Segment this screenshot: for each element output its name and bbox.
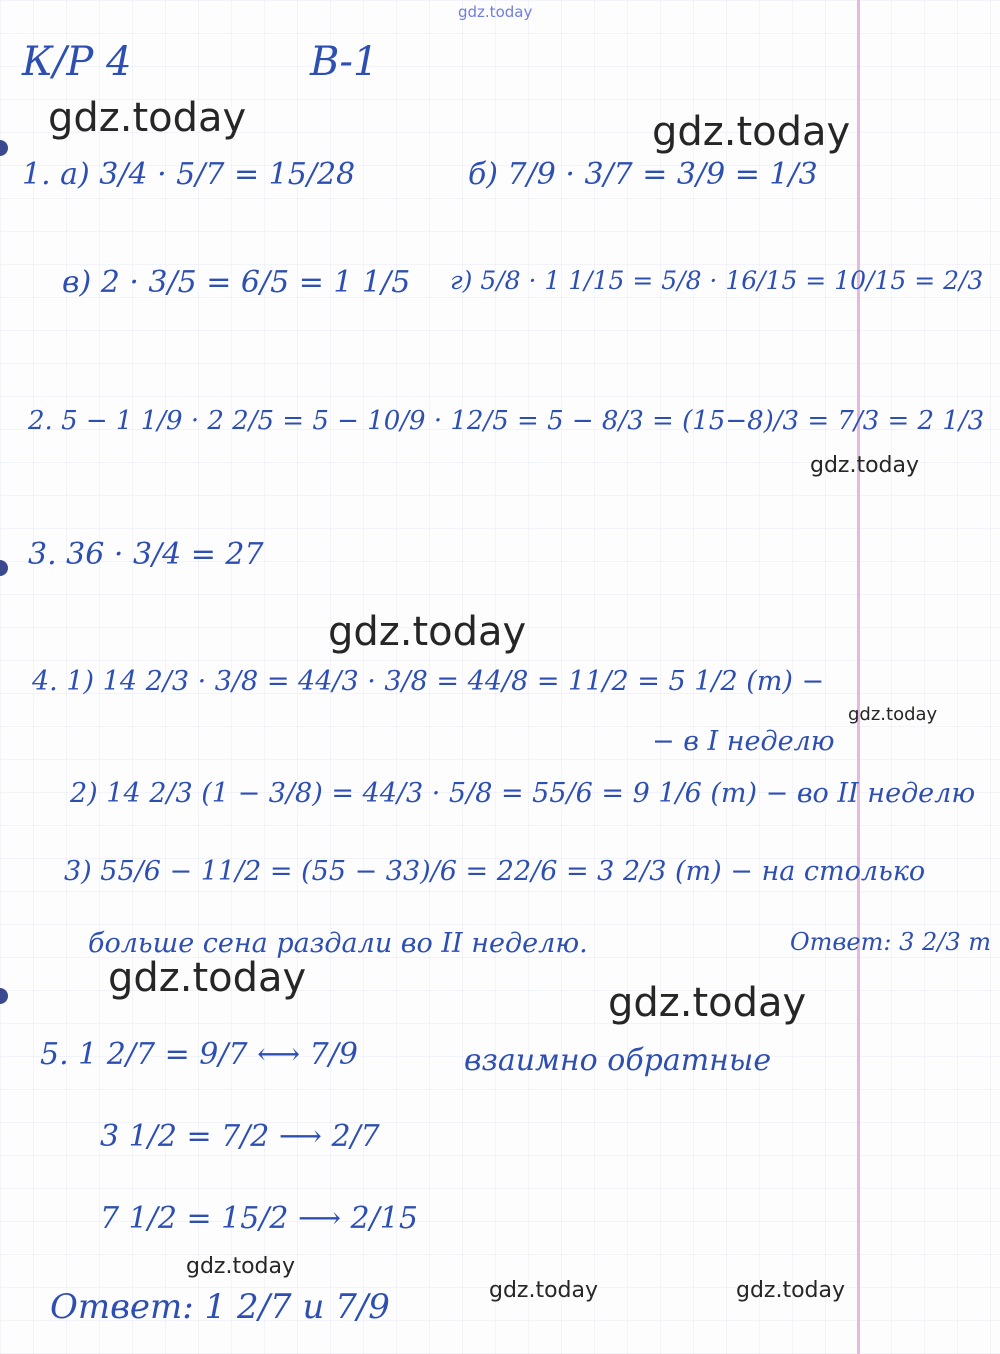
task1-v: в) 2 · 3/5 = 6/5 = 1 1/5 [62,265,411,300]
binder-hole-mark [0,988,8,1004]
binder-hole-mark [0,560,8,576]
binder-hole-mark [0,140,8,156]
watermark: gdz.today [810,453,920,478]
task4-answer: Ответ: 3 2/3 т [790,928,991,956]
task1-b: б) 7/9 · 3/7 = 3/9 = 1/3 [468,157,818,192]
watermark: gdz.today [848,704,938,725]
watermark: gdz.today [608,980,807,1026]
task4-step2: 2) 14 2/3 (1 − 3/8) = 44/3 · 5/8 = 55/6 = 9 1/6 (т) − во II неделю [70,778,976,809]
task5-line1-note: взаимно обратные [464,1043,772,1078]
watermark: gdz.today [458,3,533,21]
variant-label: В-1 [310,39,379,85]
task5-line1: 5. 1 2/7 = 9/7 ⟷ 7/9 [40,1037,358,1072]
task1-g: г) 5/8 · 1 1/15 = 5/8 · 16/15 = 10/15 = 2/3 [450,266,984,295]
watermark: gdz.today [328,609,527,655]
work-title: К/Р 4 [22,39,132,85]
task4-step3: 3) 55/6 − 11/2 = (55 − 33)/6 = 22/6 = 3 2/3 (т) − на столько [64,856,926,887]
task4-step1-note: − в I неделю [652,726,835,757]
watermark: gdz.today [48,95,247,141]
notebook-margin-line [857,0,860,1354]
task5-line2: 3 1/2 = 7/2 ⟶ 2/7 [100,1119,380,1154]
task4-step3-continuation: больше сена раздали во II неделю. [88,928,588,959]
watermark: gdz.today [736,1278,846,1303]
task2-expression: 2. 5 − 1 1/9 · 2 2/5 = 5 − 10/9 · 12/5 = 5 − 8/3 = (15−8)/3 = 7/3 = 2 1/3 [28,406,985,436]
watermark: gdz.today [652,109,851,155]
watermark: gdz.today [186,1254,296,1279]
task1-a: 1. а) 3/4 · 5/7 = 15/28 [22,157,356,192]
watermark: gdz.today [108,955,307,1001]
task5-line3: 7 1/2 = 15/2 ⟶ 2/15 [100,1201,418,1236]
task5-answer: Ответ: 1 2/7 и 7/9 [50,1287,390,1327]
task3-expression: 3. 36 · 3/4 = 27 [28,537,264,572]
task4-step1: 4. 1) 14 2/3 · 3/8 = 44/3 · 3/8 = 44/8 = 11/2 = 5 1/2 (т) − [32,666,825,697]
watermark: gdz.today [489,1278,599,1303]
